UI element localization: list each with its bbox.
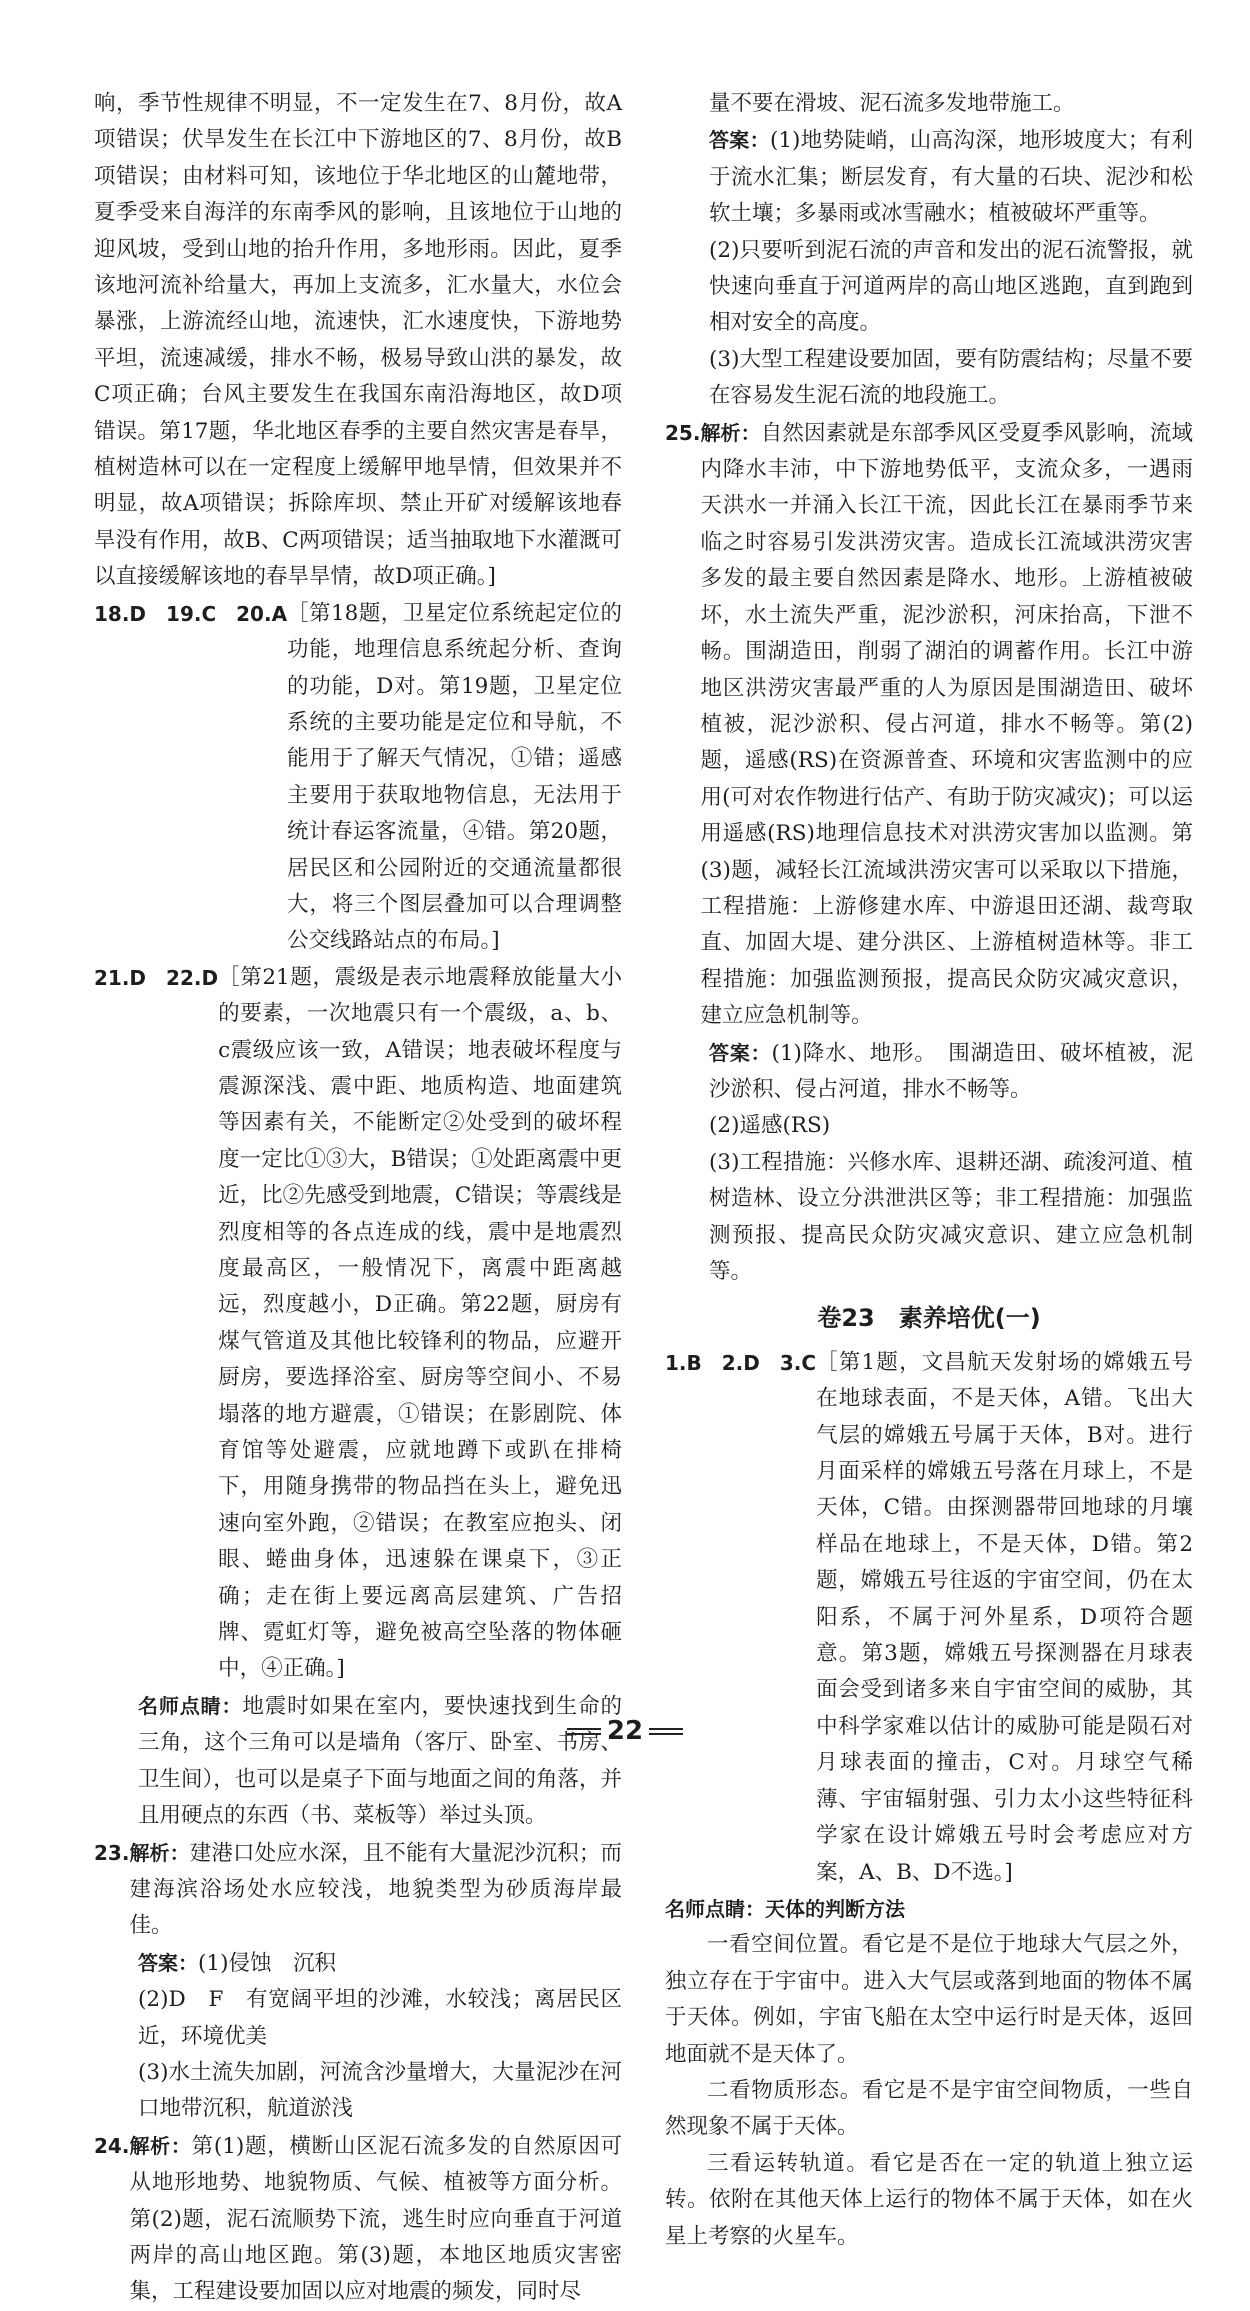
tip-paragraph-1: 一看空间位置。看它是不是位于地球大气层之外，独立存在于宇宙中。进入大气层或落到地面的物体不属于天体。例如，宇宙飞船在太空中运行时是天体，返回地面就不是天体了。 bbox=[665, 1932, 1193, 2067]
answer-q23-part1: 答案：(1)侵蚀 沉积 bbox=[138, 1950, 336, 1976]
explanation-q21-22: ［第21题，震级是表示地震释放能量大小的要素，一次地震只有一个震级，a、b、c震级应该一致，A错误；地表破坏程度与震源深浅、震中距、地质构造、地面建筑等因素有关，不能断定②处受到的破坏程度一定比①③大，B错误；①处距离震中更近，比②先感受到地震，C错误；等震线是烈度相等的各点连成的线，震中是地震烈度最高区，一般情况下，离震中距离越远，烈度越小，D正确。第22题，厨房有煤气管道及其他比较锋利的物品，应避开厨房，要选择浴室、厨房等空间小、不易塌落的地方避震，①错误；在影剧院、体育馆等处避震，应就地蹲下或趴在排椅下，用随身携带的物品挡在头上，避免迅速向室外跑，②错误；在教室应抱头、闭眼、蜷曲身体，迅速躲在课桌下，③正确；走在街上要远离高层建筑、广告招牌、霓虹灯等，避免被高空坠落的物体砸中，④正确。] bbox=[218, 964, 622, 1682]
page-number: 22 bbox=[606, 1716, 644, 1746]
teacher-tip-label: 名师点睛： bbox=[138, 1693, 243, 1718]
answer-q25-part3: (3)工程措施：兴修水库、退耕还湖、疏浚河道、植树造林、设立分洪泄洪区等；非工程措施：加强监测预报、提高民众防灾减灾意识、建立应急机制等。 bbox=[709, 1149, 1193, 1284]
answer-q18-20 bbox=[94, 596, 622, 960]
page-number-footer bbox=[0, 1716, 1250, 1746]
paragraph-q24-continued: 量不要在滑坡、泥石流多发地带施工。 bbox=[709, 91, 1075, 116]
analysis-label: 解析： bbox=[129, 1840, 190, 1865]
answer-q23-part2: (2)D F 有宽阔平坦的沙滩，水较浅；离居民区近，环境优美 bbox=[138, 1987, 622, 2049]
right-column bbox=[665, 86, 1193, 2255]
question-number-23: 23. bbox=[94, 1840, 130, 1865]
answer-q23 bbox=[94, 1835, 622, 1945]
answer-q1-3 bbox=[665, 1345, 1193, 1891]
analysis-text-q25: 自然因素就是东部季风区受夏季风影响，流域内降水丰沛，中下游地势低平，支流众多，一遇雨天洪水一并涌入长江干流，因此长江在暴雨季节来临之时容易引发洪涝灾害。造成长江流域洪涝灾害多发的最主要自然因素是降水、地形。上游植被破坏，水土流失严重，泥沙淤积，河床抬高，下泄不畅。围湖造田，削弱了湖泊的调蓄作用。长江中游地区洪涝灾害最严重的人为原因是围湖造田、破坏植被，泥沙淤积、侵占河道，排水不畅等。第(2)题，遥感(RS)在资源普查、环境和灾害监测中的应用(可对农作物进行估产、有助于防灾减灾)；可以运用遥感(RS)地理信息技术对洪涝灾害加以监测。第(3)题，减轻长江流域洪涝灾害可以采取以下措施，工程措施：上游修建水库、中游退田还湖、裁弯取直、加固大堤、建分洪区、上游植树造林等。非工程措施：加强监测预报，提高民众防灾减灾意识，建立应急机制等。 bbox=[700, 420, 1193, 1029]
answer-q25 bbox=[665, 415, 1193, 1035]
answer-q24 bbox=[94, 2128, 622, 2311]
explanation-q18-20: ［第18题，卫星定位系统起定位的功能，地理信息系统起分析、查询的功能，D对。第19题，卫星定位系统的主要功能是定位和导航，不能用于了解天气情况，①错；遥感主要用于获取地物信息，无法用于统计春运客流量，④错。第20题，居民区和公园附近的交通流量都很大，将三个图层叠加可以合理调整公交线路站点的布局。] bbox=[287, 600, 622, 954]
answer-label: 答案： bbox=[709, 1040, 772, 1065]
tip-paragraph-3: 三看运转轨道。看它是否在一定的轨道上独立运转。依附在其他天体上运行的物体不属于天体，如在火星上考察的火星车。 bbox=[665, 2150, 1193, 2249]
answer-q21-22 bbox=[94, 960, 622, 1688]
analysis-text-q23: 建港口处应水深，且不能有大量泥沙沉积；而建海滨浴场处水应较浅，地貌类型为砂质海岸最佳。 bbox=[129, 1840, 622, 1939]
answer-q24-part3: (3)大型工程建设要加固，要有防震结构；尽量不要在容易发生泥石流的地段施工。 bbox=[709, 346, 1193, 409]
teacher-tip-text: 地震时如果在室内，要快速找到生命的三角，这个三角可以是墙角（客厅、卧室、书房、卫生间），也可以是桌子下面与地面之间的角落，并且用硬点的东西（书、菜板等）举过头顶。 bbox=[138, 1693, 622, 1829]
footer-rule-left bbox=[567, 1728, 601, 1735]
teacher-tip-q21 bbox=[94, 1688, 622, 1835]
answer-q25-part1: 答案：(1)降水、地形。 围湖造田、破坏植被，泥沙淤积、侵占河道，排水不畅等。 bbox=[709, 1040, 1193, 1102]
paragraph-q16-17-continued: 响，季节性规律不明显，不一定发生在7、8月份，故A项错误；伏旱发生在长江中下游地区的7、8月份，故B项错误；由材料可知，该地位于华北地区的山麓地带，夏季受来自海洋的东南季风的影响，且该地位于山地的迎风坡，受到山地的抬升作用，多地形雨。因此，夏季该地河流补给量大，再加上支流多，汇水量大，水位会暴涨，上游流经山地，流速快，汇水速度快，下游地势平坦，流速减缓，排水不畅，极易导致山洪的暴发，故C项正确；台风主要发生在我国东南沿海地区，故D项错误。第17题，华北地区春季的主要自然灾害是春旱，植树造林可以在一定程度上缓解甲地旱情，但效果并不明显，故A项错误；拆除库坝、禁止开矿对缓解该地春旱没有作用，故B、C两项错误；适当抽取地下水灌溉可以直接缓解该地的春旱旱情，故D项正确。] bbox=[94, 91, 622, 590]
answer-q24-part2: (2)只要听到泥石流的声音和发出的泥石流警报，就快速向垂直于河道两岸的高山地区逃跑，直到跑到相对安全的高度。 bbox=[709, 237, 1193, 336]
explanation-q1-3: ［第1题，文昌航天发射场的嫦娥五号在地球表面，不是天体，A错。飞出大气层的嫦娥五号属于天体，B对。进行月面采样的嫦娥五号落在月球上，不是天体，C错。由探测器带回地球的月壤样品在地球上，不是天体，D错。第2题，嫦娥五号往返的宇宙空间，仍在太阳系，不属于河外星系，D项符合题意。第3题，嫦娥五号探测器在月球表面会受到诸多来自宇宙空间的威胁，其中科学家难以估计的威胁可能是陨石对月球表面的撞击，C对。月球空气稀薄、宇宙辐射强、引力太小这些特征科学家在设计嫦娥五号时会考虑应对方案，A、B、D不选。] bbox=[816, 1349, 1193, 1885]
answer-key-q21-22: 21.D 22.D bbox=[94, 965, 219, 990]
answer-key-q1-3: 1.B 2.D 3.C bbox=[665, 1350, 817, 1375]
analysis-label: 解析： bbox=[129, 2133, 192, 2158]
answer-q25-part2: (2)遥感(RS) bbox=[709, 1113, 831, 1139]
answer-label: 答案： bbox=[709, 128, 770, 153]
question-number-25: 25. bbox=[665, 420, 701, 445]
teacher-tip-heading: 名师点睛：天体的判断方法 bbox=[665, 1896, 905, 1921]
answer-key-q18-20: 18.D 19.C 20.A bbox=[94, 601, 288, 626]
tip-paragraph-2: 二看物质形态。看它是不是宇宙空间物质，一些自然现象不属于天体。 bbox=[665, 2077, 1193, 2140]
analysis-text-q24: 第(1)题，横断山区泥石流多发的自然原因可从地形地势、地貌物质、气候、植被等方面分析。第(2)题，泥石流顺势下流，逃生时应向垂直于河道两岸的高山地区跑。第(3)题，本地区地质灾害密集，工程建设要加固以应对地震的频发，同时尽 bbox=[129, 2133, 622, 2305]
section-title: 卷23 素养培优(一) bbox=[817, 1304, 1041, 1333]
answer-label: 答案： bbox=[138, 1950, 198, 1975]
footer-rule-right bbox=[649, 1728, 683, 1735]
question-number-24: 24. bbox=[94, 2133, 130, 2158]
analysis-label: 解析： bbox=[700, 420, 761, 445]
answer-q23-part3: (3)水土流失加剧，河流含沙量增大，大量泥沙在河口地带沉积，航道淤浅 bbox=[138, 2059, 622, 2122]
answer-q24-part1: 答案：(1)地势陡峭，山高沟深，地形坡度大；有利于流水汇集；断层发育，有大量的石块、泥沙和松软土壤；多暴雨或冰雪融水；植被破坏严重等。 bbox=[709, 128, 1193, 227]
left-column bbox=[94, 86, 622, 2311]
